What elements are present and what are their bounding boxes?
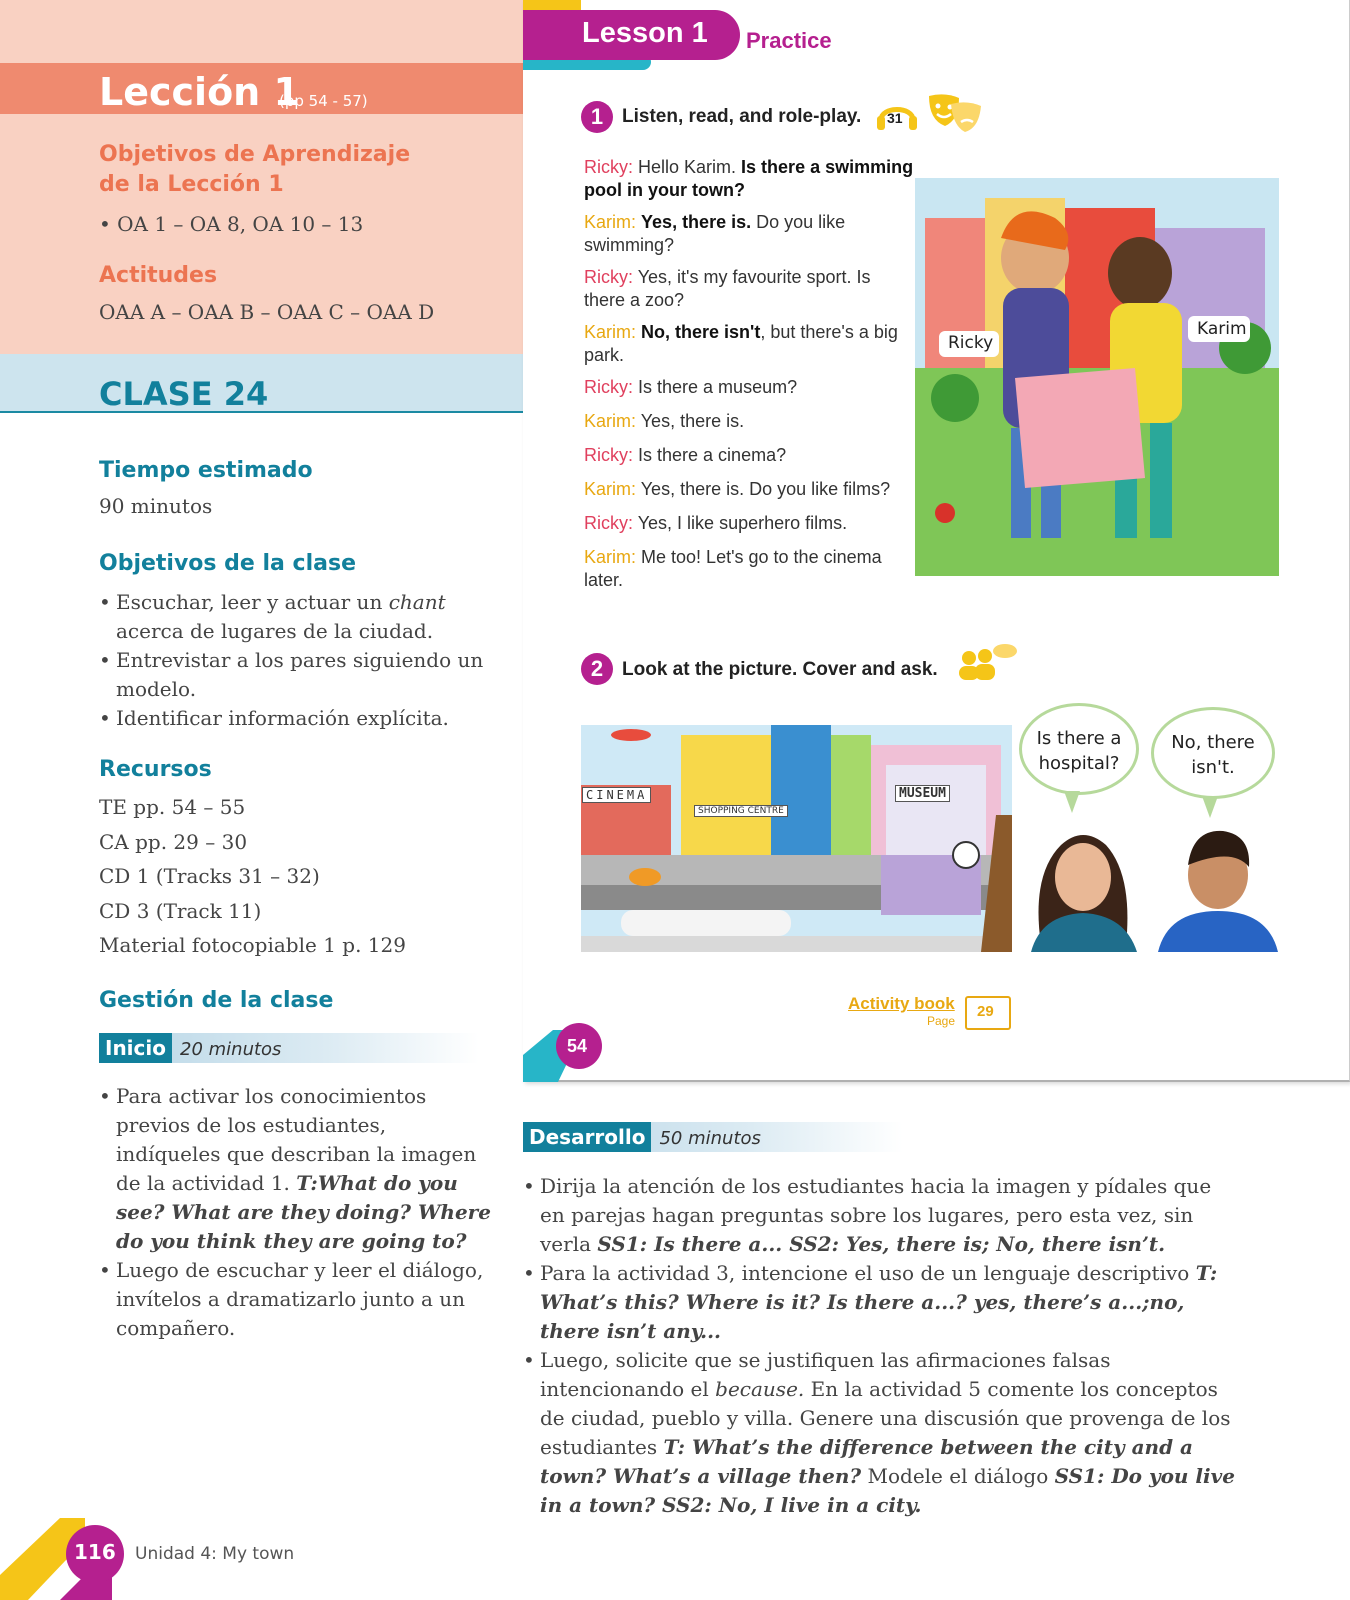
- dialogue-line: Karim: Yes, there is.: [584, 411, 745, 431]
- city-picture: [581, 725, 1012, 952]
- desarrollo-item: • Para la actividad 3, intencione el uso de un lenguaje descriptivo T: What’s this? Where is it? Is there a...? yes, there’s a...;no, there isn’t any...: [523, 1259, 1238, 1346]
- resource-item: CD 3 (Track 11): [99, 898, 262, 923]
- class-objective-item: • Escuchar, leer y actuar un chant acerca de lugares de la ciudad.: [99, 588, 494, 646]
- activity1-instruction: Listen, read, and role-play.: [622, 106, 862, 127]
- speech-bubble-answer: [1151, 707, 1275, 799]
- footer-unit: Unidad 4: My town: [135, 1544, 295, 1564]
- resource-item: Material fotocopiable 1 p. 129: [99, 933, 406, 957]
- dialogue-line: Ricky: Hello Karim. Is there a swimming pool in your town?: [584, 157, 914, 200]
- dialogue-line: Ricky: Is there a museum?: [584, 377, 798, 397]
- page-number: 54: [567, 1036, 588, 1056]
- shopping-centre-sign: SHOPPING CENTRE: [694, 805, 788, 817]
- attitudes-heading: Actitudes: [99, 263, 218, 288]
- class-objective-item: • Identificar información explícita.: [99, 704, 494, 733]
- header-yellow-accent: [523, 0, 581, 10]
- management-heading: Gestión de la clase: [99, 988, 334, 1013]
- objectives-heading-line2: de la Lección 1: [99, 172, 284, 197]
- desarrollo-list: [523, 1172, 1238, 1520]
- track-number: 31: [887, 110, 903, 126]
- activity-book-page: 29: [977, 1003, 994, 1020]
- inicio-item: • Luego de escuchar y leer el diálogo, invítelos a dramatizarlo junto a un compañero.: [99, 1256, 494, 1343]
- class-objective-item: • Entrevistar a los pares siguiendo un modelo.: [99, 646, 494, 704]
- cinema-sign: CINEMA: [582, 787, 651, 803]
- theatre-masks-icon: [925, 92, 985, 134]
- bubble-answer-text: No, there isn't.: [1171, 732, 1255, 778]
- class-objectives-list: [99, 588, 494, 733]
- pair-work-icon: [955, 642, 1017, 682]
- activity-book-link[interactable]: Activity book: [848, 994, 955, 1013]
- lesson-label: Lesson 1: [582, 17, 708, 49]
- class-title: CLASE 24: [99, 375, 269, 413]
- desarrollo-item: • Dirija la atención de los estudiantes hacia la imagen y pídales que en parejas hagan preguntas sobre los lugares, pero esta vez, sin verla SS1: Is there a... SS2: Yes, there is; No, there isn’t.: [523, 1172, 1238, 1259]
- inicio-time: 20 minutos: [180, 1039, 282, 1060]
- ricky-karim-illustration: [915, 178, 1279, 576]
- dialogue-line: Karim: Yes, there is. Do you like films?: [584, 479, 891, 499]
- activity2-number: 2: [581, 653, 613, 685]
- activity-book-page-label: Page: [927, 1014, 956, 1028]
- objectives-item: • OA 1 – OA 8, OA 10 – 13: [99, 212, 364, 236]
- resource-item: CA pp. 29 – 30: [99, 829, 248, 854]
- desarrollo-tag: Desarrollo: [523, 1122, 651, 1152]
- karim-name-text: Karim: [1197, 319, 1247, 339]
- time-text: 90 minutos: [99, 494, 213, 518]
- class-objectives-heading: Objetivos de la clase: [99, 551, 356, 576]
- inicio-bar: [99, 1033, 479, 1063]
- boy-photo: [1153, 815, 1283, 952]
- time-heading: Tiempo estimado: [99, 458, 313, 483]
- desarrollo-time: 50 minutos: [659, 1128, 761, 1149]
- attitudes-text: OAA A – OAA B – OAA C – OAA D: [99, 300, 435, 324]
- activity2-instruction: Look at the picture. Cover and ask.: [622, 659, 938, 680]
- practice-label: Practice: [746, 28, 832, 53]
- dialogue-line: Ricky: Yes, I like superhero films.: [584, 513, 848, 533]
- inicio-list: [99, 1082, 494, 1343]
- resources-heading: Recursos: [99, 757, 212, 782]
- girl-photo: [1021, 815, 1146, 952]
- desarrollo-bar: [523, 1122, 903, 1152]
- ricky-name-text: Ricky: [948, 333, 994, 353]
- bubble-tail: [1064, 791, 1080, 813]
- dialogue: [584, 156, 914, 592]
- bubble-question-text: Is there a hospital?: [1036, 728, 1122, 774]
- objectives-item-text: OA 1 – OA 8, OA 10 – 13: [117, 212, 364, 236]
- dialogue-line: Karim: No, there isn't, but there's a big park.: [584, 322, 898, 365]
- footer-page-number: 116: [74, 1540, 116, 1564]
- resource-item: CD 1 (Tracks 31 – 32): [99, 864, 320, 888]
- lesson-title: Lección 1: [99, 70, 300, 114]
- inicio-item: • Para activar los conocimientos previos de los estudiantes, indíqueles que describan la imagen de la actividad 1. T:What do you see? What are they doing? Where do you think they are going to?: [99, 1082, 494, 1256]
- objectives-heading: [99, 140, 410, 200]
- resource-item: TE pp. 54 – 55: [99, 795, 246, 819]
- dialogue-line: Karim: Me too! Let's go to the cinema later.: [584, 547, 882, 590]
- lesson-pages: (pp 54 - 57): [279, 92, 368, 110]
- inicio-tag: Inicio: [99, 1033, 172, 1063]
- activity1-number: 1: [581, 101, 613, 133]
- speech-bubble-question: [1019, 703, 1139, 795]
- dialogue-line: Ricky: Is there a cinema?: [584, 445, 787, 465]
- objectives-heading-line1: Objetivos de Aprendizaje: [99, 142, 411, 167]
- dialogue-line: Karim: Yes, there is. Do you like swimming?: [584, 212, 846, 255]
- dialogue-line: Ricky: Yes, it's my favourite sport. Is there a zoo?: [584, 267, 871, 310]
- resources-list: [99, 790, 406, 963]
- desarrollo-item: • Luego, solicite que se justifiquen las afirmaciones falsas intencionando el because. En la actividad 5 comente los conceptos de ciudad, pueblo y villa. Genere una discusión que provenga de los estudiantes T: What’s the difference between the city and a town? What’s a village then? Modele el diálogo SS1: Do you live in a town? SS2: No, I live in a city.: [523, 1346, 1238, 1520]
- museum-sign: MUSEUM: [895, 785, 950, 802]
